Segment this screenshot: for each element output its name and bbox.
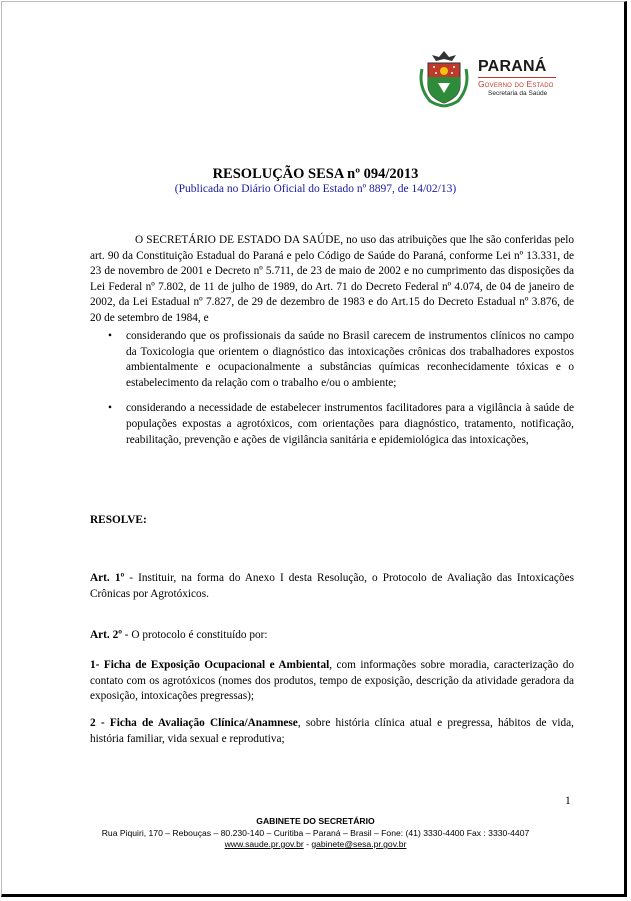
document-title: RESOLUÇÃO SESA nº 094/2013 [212, 166, 419, 182]
resolve-heading: RESOLVE: [90, 514, 147, 526]
logo-brand: PARANÁ [478, 58, 547, 75]
considerations-list [90, 329, 574, 458]
protocol-item-2 [90, 716, 574, 747]
protocol-item-2-text: , sobre história clínica atual e pregressa, hábitos de vida, história familiar, vida sexual e reprodutiva; [90, 717, 574, 745]
list-item [90, 401, 574, 448]
article-1 [90, 571, 574, 602]
protocol-item-1-label: 1- Ficha de Exposição Ocupacional e Ambiental [90, 659, 330, 671]
page-footer [0, 816, 631, 851]
parana-government-logo [414, 47, 574, 109]
preamble-paragraph: O SECRETÁRIO DE ESTADO DA SAÚDE, no uso das atribuições que lhe são conferidas pelo art. 90 da Constituição Estadual do Paraná e pelo Código de Saúde do Paraná, conforme Lei nº 13.331, de 23 de novembro de 2001 e Decreto nº 5.711, de 23 de maio de 2002 e no cumprimento das disposições da Lei Federal nº 7.802, de 11 de julho de 1989, do Art. 71 do Decreto Federal nº 4.074, de 04 de janeiro de 2002, da Lei Estadual nº 7.827, de 29 de dezembro de 1983 e do Art.15 do Decreto Estadual nº 3.876, de 20 de setembro de 1984, e [90, 234, 574, 324]
footer-title: GABINETE DO SECRETÁRIO [256, 816, 375, 826]
page-number: 1 [565, 795, 571, 807]
footer-separator: - [303, 839, 312, 849]
protocol-item-1 [90, 658, 574, 705]
bullet-icon: • [108, 330, 112, 342]
consideration-text: considerando que os profissionais da saúde no Brasil carecem de instrumentos clínicos no campo da Toxicologia que orientem o diagnóstico das intoxicações crônicas dos trabalhadores expostos ambientalmente e ocupacionalmente a substâncias químicas reconhecidamente tóxicas e o estabelecimento da relação com o trabalho e/ou o ambiente; [126, 330, 574, 389]
consideration-text: considerando a necessidade de estabelecer instrumentos facilitadores para a vigilância à saúde de populações expostas a agrotóxicos, com orientações para diagnóstico, tratamento, notificação, reabilitação, prevenção e ações de vigilância sanitária e epidemiológica das intoxicações, [126, 402, 574, 446]
article-2 [90, 628, 574, 644]
article-1-label: Art. 1º [90, 572, 125, 584]
article-2-label: Art. 2º [90, 629, 122, 641]
bullet-icon: • [108, 402, 112, 415]
article-2-text: - O protocolo é constituído por: [121, 629, 268, 641]
protocol-item-1-text: , com informações sobre moradia, caracterização do contato com os agrotóxicos (nomes dos produtos, tempo de exposição, descrição da atividade geradora da exposição, intoxicações pregressas); [90, 659, 574, 703]
article-1-text: - Instituir, na forma do Anexo I desta Resolução, o Protocolo de Avaliação das Intoxicações Crônicas por Agrotóxicos. [90, 572, 574, 600]
document-subtitle: (Publicada no Diário Oficial do Estado nº 8897, de 14/02/13) [174, 183, 457, 195]
list-item [90, 329, 574, 391]
logo-department: Secretaria da Saúde [488, 90, 548, 97]
coat-of-arms-icon [414, 47, 474, 109]
logo-government: Governo do Estado [478, 77, 556, 89]
website-link[interactable]: www.saude.pr.gov.br [224, 839, 304, 849]
footer-address: Rua Piquiri, 170 – Rebouças – 80.230-140 – Curitiba – Paraná – Brasil – Fone: (41) 3330-4400 Fax : 3330-4407 [101, 827, 530, 838]
protocol-item-2-label: 2 - Ficha de Avaliação Clínica/Anamnese [90, 717, 298, 729]
footer-links [0, 839, 631, 851]
email-link[interactable]: gabinete@sesa.pr.gov.br [311, 839, 407, 849]
